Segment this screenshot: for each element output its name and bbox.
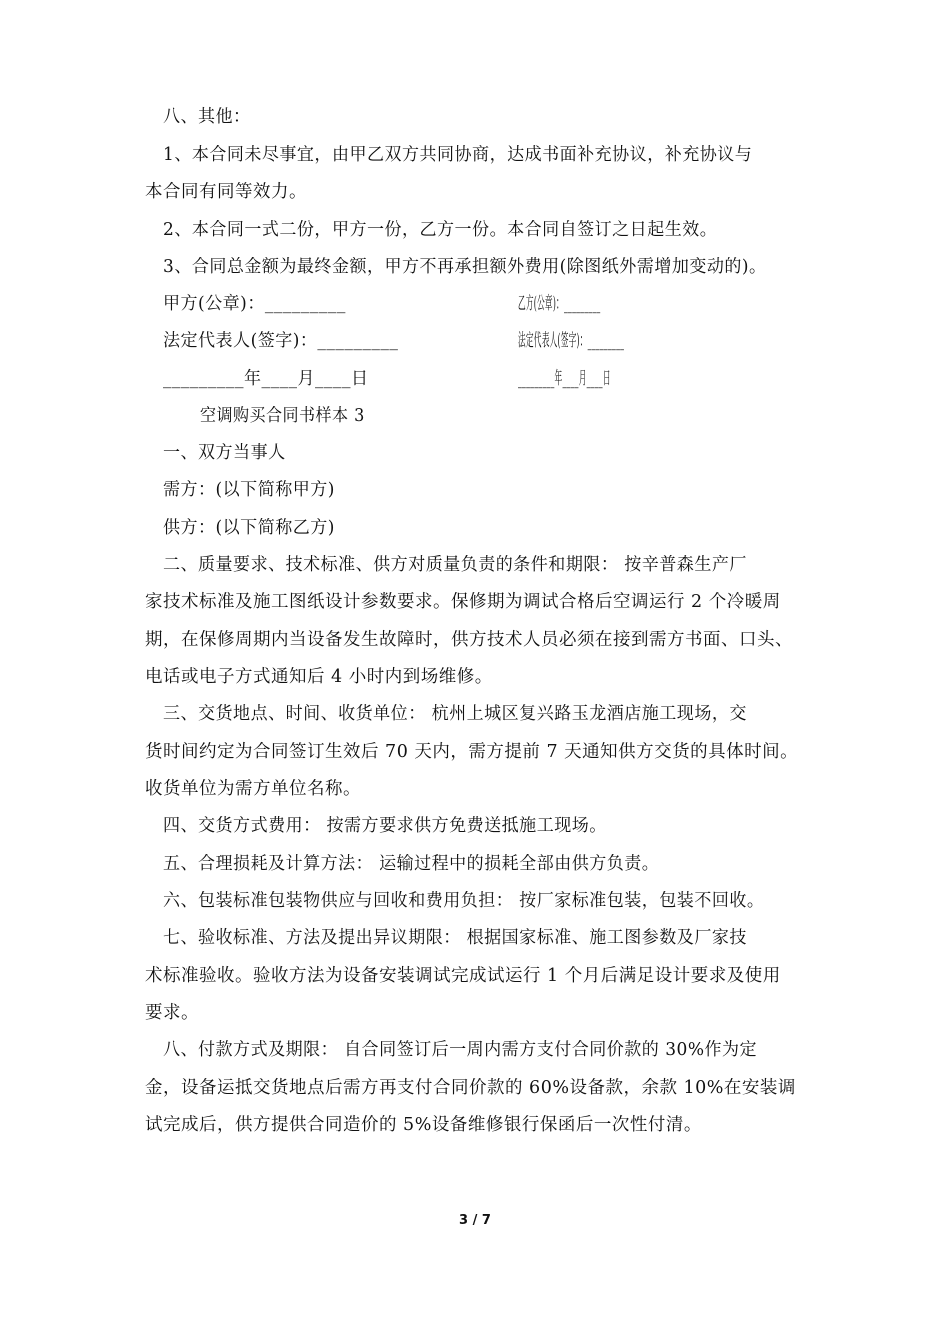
party-b-date: _________年____月____日 xyxy=(518,369,611,389)
party-b-seal: 乙方(公章)：_________ xyxy=(518,294,601,314)
section-7-line-2: 术标准验收。验收方法为设备安装调试完成试运行 1 个月后满足设计要求及使用 xyxy=(145,966,781,986)
section-heading-other: 八、其他： xyxy=(163,107,251,127)
party-b-representative: 法定代表人(签字)：_________ xyxy=(518,331,625,351)
page-number: 3 / 7 xyxy=(459,1213,491,1228)
section-8-line-2: 金，设备运抵交货地点后需方再支付合同价款的 60%设备款，余款 10%在安装调 xyxy=(145,1078,796,1098)
section-3-line-3: 收货单位为需方单位名称。 xyxy=(145,779,361,799)
section-4: 四、交货方式费用： 按需方要求供方免费送抵施工现场。 xyxy=(163,816,607,836)
clause-1-line-2: 本合同有同等效力。 xyxy=(145,182,307,202)
contract-title: 空调购买合同书样本 3 xyxy=(200,406,365,426)
party-a-date: _________年____月____日 xyxy=(163,369,369,389)
section-5: 五、合理损耗及计算方法： 运输过程中的损耗全部由供方负责。 xyxy=(163,854,660,874)
clause-1-line-1: 1、本合同未尽事宜，由甲乙双方共同协商，达成书面补充协议，补充协议与 xyxy=(163,145,753,165)
section-8-line-1: 八、付款方式及期限： 自合同签订后一周内需方支付合同价款的 30%作为定 xyxy=(163,1040,758,1060)
section-7-line-3: 要求。 xyxy=(145,1003,199,1023)
section-1-heading: 一、双方当事人 xyxy=(163,443,286,463)
party-a-representative: 法定代表人(签字)：_________ xyxy=(163,331,399,351)
section-8-line-3: 试完成后，供方提供合同造价的 5%设备维修银行保函后一次性付清。 xyxy=(145,1115,702,1135)
section-2-line-1: 二、质量要求、技术标准、供方对质量负责的条件和期限： 按辛普森生产厂 xyxy=(163,555,747,575)
clause-2: 2、本合同一式二份，甲方一份，乙方一份。本合同自签订之日起生效。 xyxy=(163,220,718,240)
section-2-line-2: 家技术标准及施工图纸设计参数要求。保修期为调试合格后空调运行 2 个冷暖周 xyxy=(145,592,781,612)
party-a-seal: 甲方(公章)：_________ xyxy=(163,294,346,314)
section-3-line-1: 三、交货地点、时间、收货单位： 杭州上城区复兴路玉龙酒店施工现场，交 xyxy=(163,704,747,724)
section-7-line-1: 七、验收标准、方法及提出异议期限： 根据国家标准、施工图参数及厂家技 xyxy=(163,928,747,948)
section-3-line-2: 货时间约定为合同签订生效后 70 天内，需方提前 7 天通知供方交货的具体时间。 xyxy=(145,742,799,762)
section-2-line-3: 期，在保修周期内当设备发生故障时，供方技术人员必须在接到需方书面、口头、 xyxy=(145,630,793,650)
buyer-line: 需方：(以下简称甲方) xyxy=(163,480,335,500)
section-6: 六、包装标准包装物供应与回收和费用负担： 按厂家标准包装，包装不回收。 xyxy=(163,891,765,911)
section-2-line-4: 电话或电子方式通知后 4 小时内到场维修。 xyxy=(145,667,493,687)
supplier-line: 供方：(以下简称乙方) xyxy=(163,518,335,538)
clause-3: 3、合同总金额为最终金额，甲方不再承担额外费用(除图纸外需增加变动的)。 xyxy=(163,257,767,277)
